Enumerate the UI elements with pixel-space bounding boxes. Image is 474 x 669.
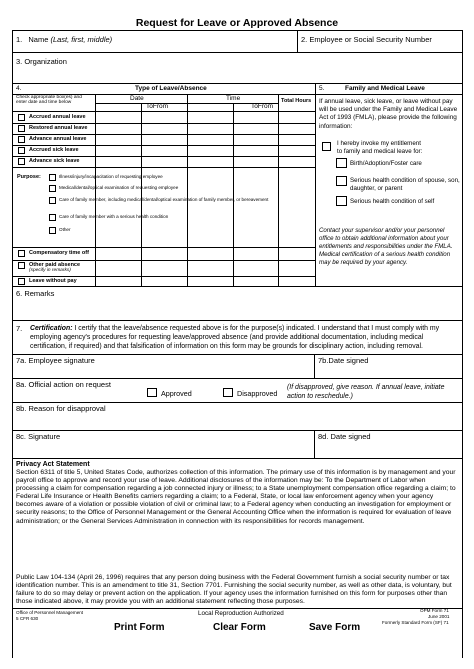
certification-text: I certify that the leave/absence requested above is for the purpose(s) indicated. I understand that I must comply with my employing agency's procedures for requesting leave/approved absence (and provide additional documentation, including medical certification, if required) and that falsification of information on this form may be grounds for disciplinary action, including removal. (30, 325, 440, 350)
field-number-1: 1. (16, 35, 23, 44)
employee-date-input[interactable] (318, 367, 458, 377)
purpose-illness-label: Illness/injury/incapacitation of requesting employee (59, 174, 163, 179)
row-rule-comp (12, 260, 315, 261)
divider-4-5 (315, 83, 316, 286)
form-title: Request for Leave or Approved Absence (135, 17, 339, 29)
purpose-other-checkbox[interactable] (49, 227, 56, 234)
name-label (16, 36, 112, 44)
disapproval-reason-input[interactable] (16, 415, 456, 427)
advance-annual-label: Advance annual leave (29, 136, 87, 142)
frame-left (12, 30, 13, 658)
check-note-1: Check appropriate box(es) and (16, 95, 82, 100)
section-4-number: 4. (16, 85, 22, 92)
row-rule-3 (12, 145, 315, 146)
time-from-label: From (257, 103, 274, 110)
date-from-label: From (152, 103, 169, 110)
fmla-self-condition-checkbox[interactable] (336, 196, 347, 206)
frame-right (462, 30, 463, 658)
footer-form-number: OPM Form 71 (420, 608, 449, 613)
rule-after-row3 (12, 83, 462, 84)
rule-after-row1 (12, 52, 462, 53)
accrued-annual-label: Accrued annual leave (29, 114, 86, 120)
official-date-input[interactable] (318, 443, 458, 455)
rule-after-7 (12, 378, 462, 379)
purpose-label: Purpose: (17, 174, 41, 180)
disapproved-checkbox[interactable] (223, 388, 233, 397)
official-signature-input[interactable] (16, 443, 311, 455)
divider-8c-8d (314, 430, 315, 458)
lwop-checkbox[interactable] (18, 278, 25, 285)
rule-after-cert (12, 354, 462, 355)
time-header: Time (226, 95, 241, 102)
other-paid-checkbox[interactable] (18, 262, 25, 269)
comp-time-label: Compensatory time off (29, 250, 89, 256)
restored-annual-checkbox[interactable] (18, 125, 25, 132)
rule-after-remarks (12, 320, 462, 321)
row-rule-1 (12, 123, 315, 124)
purpose-serious-label: Care of family member with a serious health condition (59, 214, 169, 219)
organization-label: 3. Organization (16, 57, 67, 66)
purpose-exam-label: Medical/dental/optical examination of requesting employee (59, 185, 179, 190)
other-paid-label: Other paid absence (29, 262, 81, 268)
fmla-header: Family and Medical Leave (345, 85, 425, 92)
accrued-sick-label: Accrued sick leave (29, 147, 79, 153)
disapproval-reason-label: 8b. Reason for disapproval (16, 404, 106, 413)
row-rule-2 (12, 134, 315, 135)
purpose-exam-checkbox[interactable] (49, 185, 56, 192)
certification-label: Certification: (30, 325, 73, 332)
fmla-intro: If annual leave, sick leave, or leave without pay will be used under the Family and Medical Leave Act of 1993 (FMLA), please provide the following information: (319, 98, 458, 130)
col-divider-date-from-to (141, 103, 142, 286)
rule-after-8 (12, 458, 462, 459)
save-form-button[interactable]: Save Form (309, 622, 361, 633)
advance-sick-label: Advance sick leave (29, 158, 80, 164)
time-to-from (251, 104, 273, 111)
purpose-other-label: Other (59, 227, 71, 232)
date-to-from (146, 104, 168, 111)
accrued-annual-checkbox[interactable] (18, 114, 25, 121)
print-form-button[interactable]: Print Form (114, 622, 165, 633)
privacy-paragraph-1: Section 6311 of title 5, United States Code, authorizes collection of this information. The primary use of this information is by management and your payroll office to approve and record your use of leave. Additional disclosures of the information may be: To the Department of Labor when processing a claim for compensation regarding a job connected injury or illness; to a State unemployment compensation office regarding a claim; to Federal Life Insurance or Health Benefits carriers regarding a claim; to a Federal, State, or local law enforcement agency when your agency becomes aware of a violation or possible violation of civil or criminal law; to a Federal agency when conducting an investigation for employment or security reasons; to the Office of Personnel Management or the General Accounting Office when the information is required for evaluation of leave administration; or the General Services Administration in connection with its responsibilities for records management. (16, 469, 456, 525)
rule-columns-header (12, 111, 315, 112)
remarks-label: 6. Remarks (16, 289, 55, 298)
privacy-paragraph-2: Public Law 104-134 (April 26, 1996) requires that any person doing business with the Federal Government furnish a social security number or tax identification number. This is an amendment to title 31, Section 7701. Furnishing the social security number, as well as other data, is voluntary, but failure to do so may delay or prevent action on the application. If your agency uses the information furnished on this form for purposes other than those indicated above, it may provide you with an additional statement reflecting those purposes. (16, 574, 452, 606)
rule-after-purpose (12, 247, 315, 248)
footer-former-form: Formerly Standard Form (SF) 71 (382, 620, 449, 625)
row-rule-other (12, 276, 315, 277)
footer-form-date: June 2001 (428, 614, 450, 619)
certification-block (30, 324, 460, 351)
advance-sick-checkbox[interactable] (18, 158, 25, 165)
fmla-contact-note: Contact your supervisor and/or your personnel office to obtain additional information about your entitlements and responsibilities under the FMLA. Medical certification of a serious health condition may be required by your agency. (319, 227, 453, 266)
footer-reproduction: Local Reproduction Authorized (198, 610, 284, 617)
check-note-2: enter date and time below (16, 100, 72, 105)
col-divider-time-from-to (233, 103, 234, 286)
name-hint: (Last, first, middle) (50, 35, 113, 44)
other-paid-note: (specify in remarks) (29, 268, 71, 273)
section-5-number: 5. (319, 85, 325, 92)
total-hours-header: Total Hours (281, 98, 312, 104)
section-7-number: 7. (16, 324, 23, 333)
organization-input[interactable] (16, 67, 456, 79)
time-to-label: To (251, 103, 258, 110)
clear-form-button[interactable]: Clear Form (213, 622, 266, 633)
advance-annual-checkbox[interactable] (18, 136, 25, 143)
name-input[interactable] (36, 45, 294, 55)
fmla-family-condition-label: Serious health condition of spouse, son, daughter, or parent (350, 177, 460, 192)
lwop-label: Leave without pay (29, 278, 77, 284)
row-rule-4 (12, 156, 315, 157)
remarks-input[interactable] (16, 300, 456, 316)
fmla-invoke-checkbox[interactable] (322, 142, 331, 151)
row-rule-5 (12, 167, 315, 168)
purpose-family-care-label: Care of family member, including medical/dental/optical examination of family member, or bereavement (59, 197, 269, 202)
name-label-text: Name (28, 35, 49, 44)
fmla-birth-label: Birth/Adoption/Foster care (350, 160, 422, 167)
comp-time-checkbox[interactable] (18, 250, 25, 257)
privacy-title: Privacy Act Statement (16, 461, 90, 468)
divider-1-2 (297, 30, 298, 52)
date-to-label: To (146, 103, 153, 110)
official-date-label: 8d. Date signed (318, 432, 371, 441)
frame-top (12, 30, 462, 31)
date-header: Date (130, 95, 144, 102)
fmla-invoke-line-2: to family and medical leave for: (337, 148, 423, 155)
fmla-birth-checkbox[interactable] (336, 158, 347, 168)
employee-signature-input[interactable] (16, 367, 311, 377)
divider-7a-7b (314, 354, 315, 378)
employee-signature-label: 7a. Employee signature (16, 356, 95, 365)
rule-after-8b (12, 430, 462, 431)
purpose-family-care-checkbox[interactable] (49, 197, 56, 204)
restored-annual-label: Restored annual leave (29, 125, 88, 131)
purpose-illness-checkbox[interactable] (49, 174, 56, 181)
footer-agency: Office of Personnel Management (16, 610, 84, 615)
rule-before-footer (12, 608, 462, 609)
disapproved-note: (If disapproved, give reason. If annual leave, initiate action to reschedule.) (287, 384, 445, 400)
rule-after-8a (12, 402, 462, 403)
fmla-invoke-line-1: I hereby invoke my entitlement (337, 140, 421, 147)
accrued-sick-checkbox[interactable] (18, 147, 25, 154)
footer-cfr: 5 CFR 630 (16, 616, 39, 621)
purpose-serious-checkbox[interactable] (49, 214, 56, 221)
approved-checkbox[interactable] (147, 388, 157, 397)
fmla-self-condition-label: Serious health condition of self (350, 198, 435, 205)
disapproved-label: Disapproved (237, 389, 278, 398)
employee-number-label: 2. Employee or Social Security Number (301, 35, 432, 44)
official-action-label: 8a. Official action on request (16, 380, 111, 389)
fmla-family-condition-checkbox[interactable] (336, 176, 347, 186)
approved-label: Approved (161, 389, 192, 398)
employee-date-label: 7b.Date signed (318, 356, 369, 365)
official-signature-label: 8c. Signature (16, 432, 61, 441)
type-of-leave-header: Type of Leave/Absence (135, 85, 207, 92)
rule-after-section-4 (12, 286, 462, 287)
